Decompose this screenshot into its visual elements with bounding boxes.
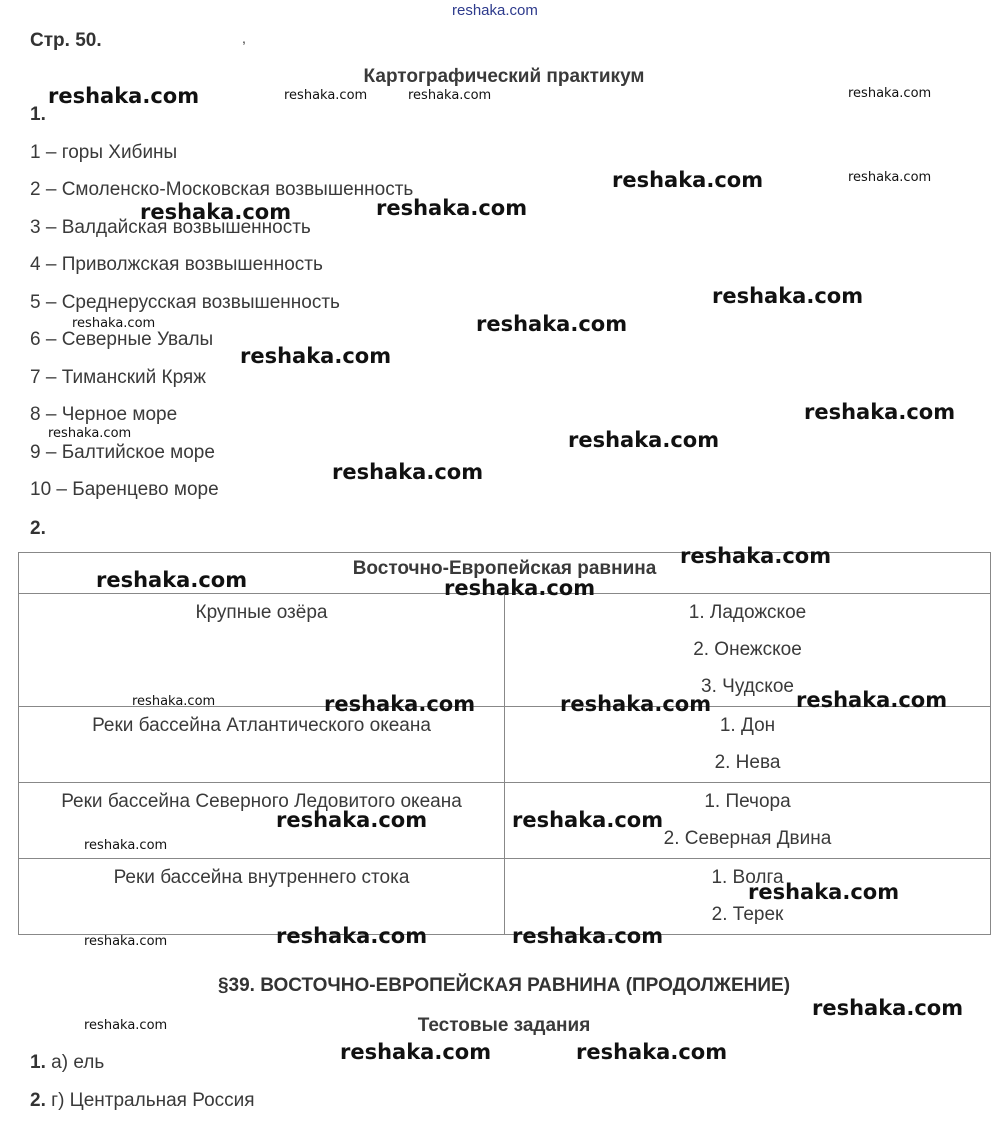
- table-value: 2. Нева: [714, 752, 781, 773]
- section-title-paragraph-39: §39. ВОСТОЧНО-ЕВРОПЕЙСКАЯ РАВНИНА (ПРОДОЛЖЕНИЕ): [217, 975, 791, 996]
- table-value: 2. Терек: [711, 904, 784, 925]
- watermark: reshaka.com: [712, 284, 864, 308]
- table-cell-values: [505, 707, 991, 783]
- watermark: reshaka.com: [72, 316, 156, 331]
- list-item: 3 – Валдайская возвышенность: [30, 217, 311, 238]
- table-value: 1. Волга: [711, 867, 784, 888]
- watermark: reshaka.com: [84, 934, 168, 949]
- list-item: 2 – Смоленско-Московская возвышенность: [30, 179, 414, 200]
- answer-line: [30, 1090, 255, 1112]
- page-number: Стр. 50.: [30, 30, 102, 51]
- watermark: reshaka.com: [48, 426, 132, 441]
- table-header: Восточно-Европейская равнина: [19, 553, 991, 594]
- watermark: reshaka.com: [804, 400, 956, 424]
- list-item: 6 – Северные Увалы: [30, 329, 214, 350]
- watermark: reshaka.com: [340, 1040, 492, 1064]
- table-cell-category: Реки бассейна Северного Ледовитого океана: [19, 783, 505, 859]
- table-cell-category: Реки бассейна внутреннего стока: [19, 859, 505, 935]
- watermark: reshaka.com: [332, 460, 484, 484]
- watermark: reshaka.com: [680, 544, 832, 568]
- list-item: 10 – Баренцево море: [30, 479, 219, 500]
- table-value: 3. Чудское: [701, 676, 794, 697]
- answer-number: 2.: [30, 1090, 46, 1111]
- list-item: 9 – Балтийское море: [30, 442, 215, 463]
- watermark: reshaka.com: [132, 694, 216, 709]
- list-item: 1 – горы Хибины: [30, 142, 178, 163]
- watermark: reshaka.com: [408, 88, 492, 103]
- watermark: reshaka.com: [812, 996, 964, 1020]
- list-item: 4 – Приволжская возвышенность: [30, 254, 323, 275]
- watermark: reshaka.com: [848, 86, 932, 101]
- list-item: 5 – Среднерусская возвышенность: [30, 292, 340, 313]
- table-value: 2. Северная Двина: [663, 828, 832, 849]
- plain-table: [18, 552, 991, 935]
- table-value: 2. Онежское: [693, 639, 802, 660]
- watermark: reshaka.com: [276, 808, 428, 832]
- watermark: reshaka.com: [376, 196, 528, 220]
- page-tick-mark: ,: [242, 30, 246, 46]
- answer-line: [30, 1052, 104, 1074]
- watermark: reshaka.com: [444, 576, 596, 600]
- watermark: reshaka.com: [568, 428, 720, 452]
- watermark: reshaka.com: [476, 312, 628, 336]
- answer-number: 1.: [30, 1052, 46, 1073]
- task-number-1: 1.: [30, 104, 46, 125]
- watermark: reshaka.com: [796, 688, 948, 712]
- watermark: reshaka.com: [96, 568, 248, 592]
- watermark: reshaka.com: [848, 170, 932, 185]
- watermark: reshaka.com: [612, 168, 764, 192]
- section-title-cartographic: Картографический практикум: [363, 66, 645, 87]
- section-subtitle-tests: Тестовые задания: [417, 1015, 591, 1036]
- watermark: reshaka.com: [748, 880, 900, 904]
- watermark: reshaka.com: [284, 88, 368, 103]
- watermark: reshaka.com: [240, 344, 392, 368]
- watermark: reshaka.com: [84, 838, 168, 853]
- watermark: reshaka.com: [512, 808, 664, 832]
- table-value: 1. Печора: [704, 791, 791, 812]
- answer-text: г) Центральная Россия: [51, 1090, 255, 1111]
- table-cell-category: Крупные озёра: [19, 594, 505, 707]
- answer-text: а) ель: [51, 1052, 105, 1073]
- watermark: reshaka.com: [84, 1018, 168, 1033]
- table-value: 1. Ладожское: [688, 602, 807, 623]
- watermark: reshaka.com: [576, 1040, 728, 1064]
- task-number-2: 2.: [30, 518, 46, 539]
- list-item: 7 – Тиманский Кряж: [30, 367, 206, 388]
- table-cell-category: Реки бассейна Атлантического океана: [19, 707, 505, 783]
- watermark: reshaka.com: [48, 84, 200, 108]
- watermark: reshaka.com: [324, 692, 476, 716]
- watermark: reshaka.com: [276, 924, 428, 948]
- list-item: 8 – Черное море: [30, 404, 178, 425]
- table-value: 1. Дон: [719, 715, 776, 736]
- watermark: reshaka.com: [512, 924, 664, 948]
- table-row: [19, 707, 991, 783]
- watermark: reshaka.com: [140, 200, 292, 224]
- site-header: reshaka.com: [452, 2, 538, 19]
- watermark: reshaka.com: [560, 692, 712, 716]
